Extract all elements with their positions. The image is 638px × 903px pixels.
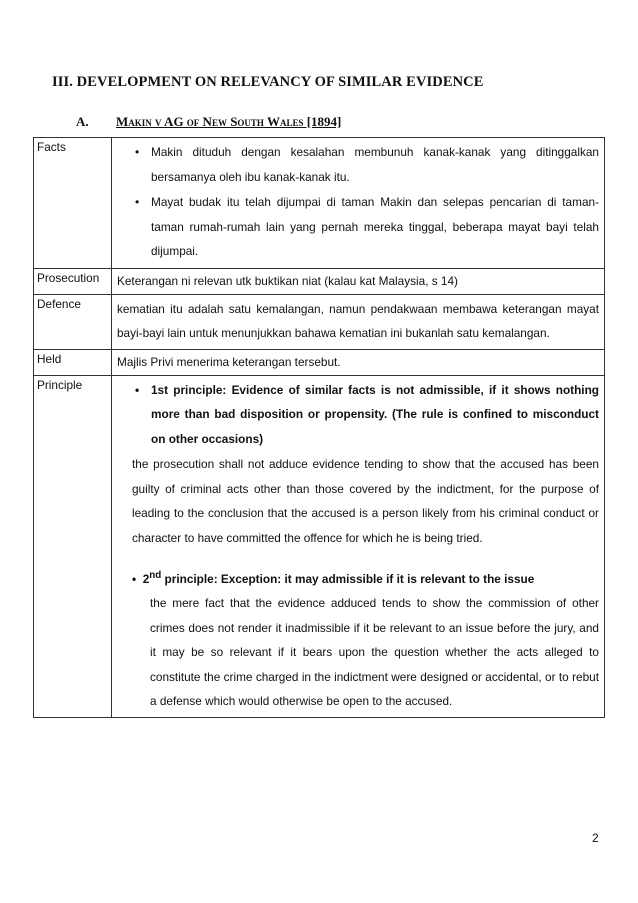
first-principle-title: 1st principle: Evidence of similar facts is not admissible, if it shows nothing more than bad disposition or propensity. (The rule is confined to misconduct on other occasions) bbox=[151, 382, 599, 446]
section-heading: III. DEVELOPMENT ON RELEVANCY OF SIMILAR EVIDENCE bbox=[52, 74, 484, 90]
facts-bullet bbox=[117, 190, 599, 264]
bullet-icon: • bbox=[135, 145, 140, 159]
principle-content bbox=[112, 375, 605, 717]
row-label-prosecution: Prosecution bbox=[34, 268, 112, 294]
facts-bullet bbox=[117, 140, 599, 189]
row-label-defence: Defence bbox=[34, 294, 112, 349]
prosecution-text: Keterangan ni relevan utk buktikan niat (kalau kat Malaysia, s 14) bbox=[117, 273, 458, 288]
case-subheading bbox=[76, 114, 341, 130]
facts-bullet-text: Makin dituduh dengan kesalahan membunuh kanak-kanak yang ditinggalkan bersamanya oleh ibu kanak-kanak itu. bbox=[151, 145, 599, 184]
defence-content bbox=[112, 294, 605, 349]
table-row-facts bbox=[34, 138, 605, 269]
bullet-icon: • bbox=[135, 382, 140, 397]
second-principle-sup: nd bbox=[149, 570, 162, 581]
table-row-held bbox=[34, 349, 605, 375]
second-principle-num: 2 bbox=[142, 571, 150, 586]
row-label-held: Held bbox=[34, 349, 112, 375]
subheading-letter: A. bbox=[76, 114, 89, 129]
row-label-facts: Facts bbox=[34, 138, 112, 269]
case-name: Makin v AG of New South Wales [1894] bbox=[116, 114, 342, 129]
bullet-icon: • bbox=[132, 571, 137, 586]
second-principle-title: principle: Exception: it may admissible if it is relevant to the issue bbox=[161, 571, 535, 586]
bullet-icon: • bbox=[135, 195, 140, 209]
facts-bullet-text: Mayat budak itu telah dijumpai di taman Makin dan selepas pencarian di taman-taman rumah-rumah lain yang pernah mereka tinggal, beberapa mayat bayi telah dijumpai. bbox=[151, 195, 599, 258]
page-number: 2 bbox=[592, 831, 599, 845]
prosecution-content bbox=[112, 268, 605, 294]
defence-text: kematian itu adalah satu kemalangan, namun pendakwaan membawa keterangan mayat bayi-bayi lain untuk menunjukkan bahawa kematian ini bukanlah satu kemalangan. bbox=[117, 301, 599, 340]
held-text: Majlis Privi menerima keterangan tersebut. bbox=[117, 354, 341, 369]
second-principle-text: the mere fact that the evidence adduced tends to show the commission of other crimes does not render it inadmissible if it be relevant to an issue before the jury, and it may be so relevant if it bears upon the question whether the acts alleged to constitute the crime charged in the indictment were designed or accidental, or to rebut a defense which would otherwise be open to the accused. bbox=[150, 596, 599, 709]
table-row-prosecution bbox=[34, 268, 605, 294]
first-principle-heading bbox=[117, 378, 599, 452]
held-content bbox=[112, 349, 605, 375]
case-summary-table bbox=[33, 137, 605, 718]
row-label-principle: Principle bbox=[34, 375, 112, 717]
table-row-defence bbox=[34, 294, 605, 349]
first-principle-text: the prosecution shall not adduce evidence tending to show that the accused has been guilty of criminal acts other than those covered by the indictment, for the purpose of leading to the conclusion that the accused is a person likely from his criminal conduct or character to have committed the offence for which he is being tried. bbox=[132, 457, 599, 545]
second-principle-heading bbox=[117, 564, 599, 591]
facts-content bbox=[112, 138, 605, 269]
table-row-principle bbox=[34, 375, 605, 717]
